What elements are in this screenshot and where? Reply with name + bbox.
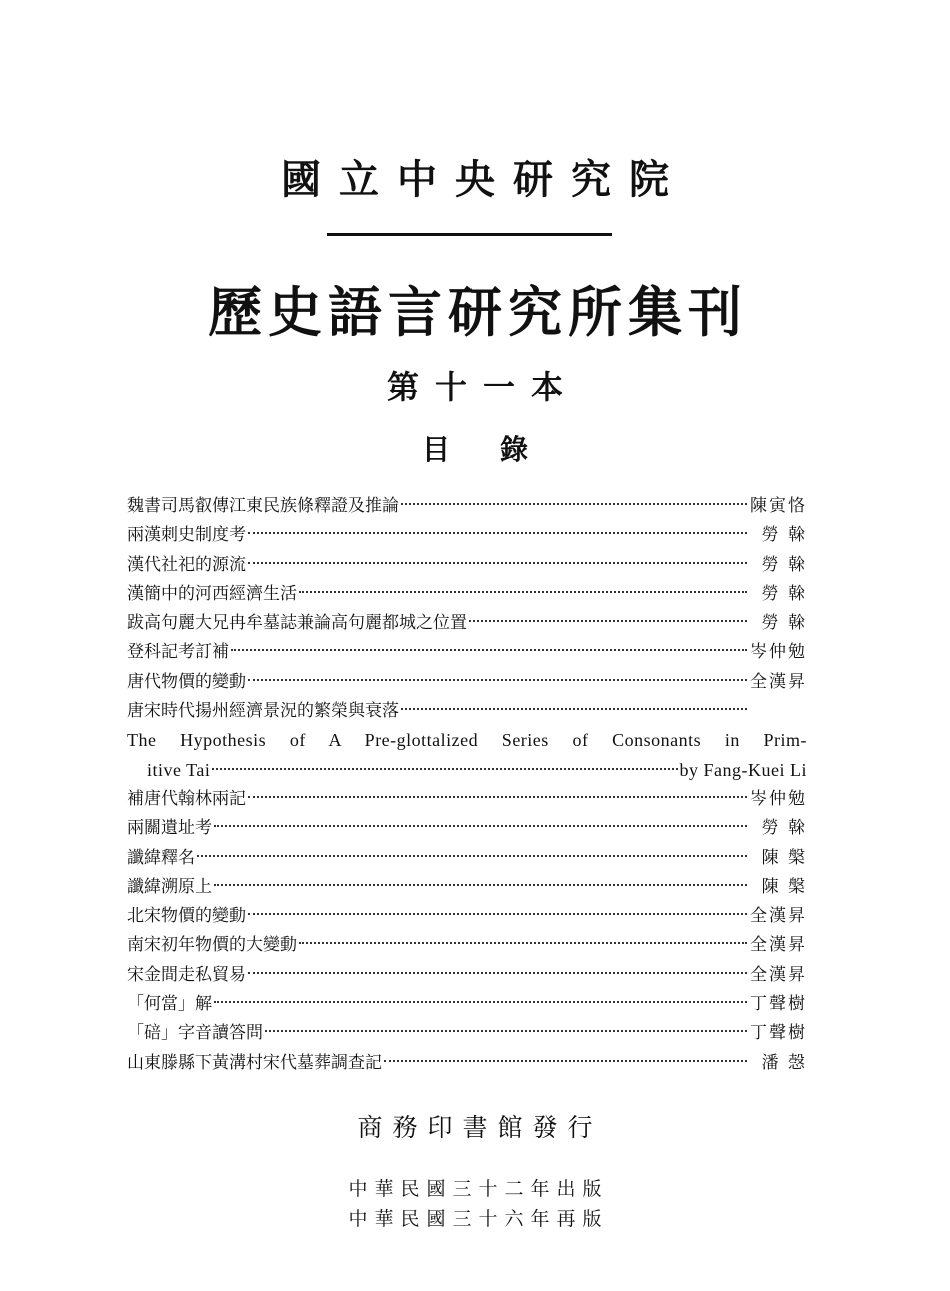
table-of-contents bbox=[127, 492, 807, 1078]
title-divider bbox=[327, 233, 612, 236]
toc-entry-english bbox=[127, 726, 807, 755]
toc-entry-title: 兩漢刺史制度考 bbox=[127, 525, 246, 546]
first-edition-date: 中華民國三十二年出版 bbox=[348, 1178, 609, 1200]
toc-entry-title: 宋金間走私貿易 bbox=[127, 964, 246, 985]
dot-leader bbox=[248, 972, 747, 974]
toc-entry-title: 讖緯溯原上 bbox=[127, 876, 212, 897]
dot-leader bbox=[248, 796, 747, 798]
toc-entry-author: 全漢昇 bbox=[750, 906, 807, 927]
dot-leader bbox=[248, 913, 747, 915]
dot-leader bbox=[248, 532, 747, 534]
toc-entry-author: 潘 愨 bbox=[761, 1052, 807, 1073]
toc-entry-author: 全漢昇 bbox=[750, 964, 807, 985]
dot-leader bbox=[248, 679, 747, 681]
toc-entry bbox=[127, 521, 807, 550]
dot-leader bbox=[248, 562, 747, 564]
toc-entry-author: 丁聲樹 bbox=[750, 994, 807, 1015]
toc-entry bbox=[127, 492, 807, 521]
toc-entry-author: 勞 榦 bbox=[761, 525, 807, 546]
toc-entry bbox=[127, 1019, 807, 1048]
toc-entry-author: 岑仲勉 bbox=[750, 788, 807, 809]
toc-entry bbox=[127, 668, 807, 697]
dot-leader bbox=[401, 503, 747, 505]
dot-leader bbox=[212, 768, 677, 770]
dot-leader bbox=[384, 1060, 747, 1062]
toc-entry-title: 唐宋時代揚州經濟景況的繁榮與衰落 bbox=[127, 701, 399, 722]
toc-entry-title-continuation: itive Tai bbox=[147, 759, 211, 780]
dot-leader bbox=[231, 649, 747, 651]
toc-entry-author: 全漢昇 bbox=[750, 671, 807, 692]
toc-entry bbox=[127, 814, 807, 843]
dot-leader bbox=[214, 1001, 747, 1003]
dot-leader bbox=[265, 1030, 747, 1032]
toc-entry-title: 讖緯釋名 bbox=[127, 847, 195, 868]
toc-entry bbox=[127, 844, 807, 873]
toc-entry-title: 「碚」字音讀答問 bbox=[127, 1023, 263, 1044]
toc-entry-author: 勞 榦 bbox=[761, 583, 807, 604]
toc-entry-title: 魏書司馬叡傳江東民族條釋證及推論 bbox=[127, 496, 399, 516]
dot-leader bbox=[401, 708, 747, 710]
journal-title: 歷史語言研究所集刊 bbox=[208, 280, 748, 344]
toc-entry bbox=[127, 902, 807, 931]
dot-leader bbox=[299, 942, 747, 944]
toc-entry-author: by Fang-Kuei Li bbox=[679, 759, 807, 780]
toc-entry-author: 陳 槃 bbox=[761, 876, 807, 897]
toc-entry bbox=[127, 551, 807, 580]
toc-entry-title: The Hypothesis of A Pre-glottalized Series of Consonants in Prim- bbox=[127, 730, 807, 751]
institution-name: 國立中央研究院 bbox=[281, 156, 687, 203]
volume-number: 第十一本 bbox=[386, 368, 579, 406]
toc-entry-author: 勞 榦 bbox=[761, 554, 807, 575]
toc-entry-author: 陳寅恪 bbox=[750, 496, 807, 516]
toc-entry-title: 登科記考訂補 bbox=[127, 642, 229, 663]
toc-entry-title: 補唐代翰林兩記 bbox=[127, 788, 246, 809]
dot-leader bbox=[469, 620, 747, 622]
toc-entry-author: 勞 榦 bbox=[761, 613, 807, 634]
toc-entry-title: 南宋初年物價的大變動 bbox=[127, 935, 297, 956]
reprint-edition-date: 中華民國三十六年再版 bbox=[348, 1208, 609, 1230]
toc-entry-title: 漢簡中的河西經濟生活 bbox=[127, 583, 297, 604]
toc-heading: 目錄 bbox=[421, 433, 578, 466]
toc-entry-title: 跋高句麗大兄冉牟墓誌兼論高句麗都城之位置 bbox=[127, 613, 467, 634]
dot-leader bbox=[214, 825, 747, 827]
toc-entry bbox=[127, 961, 807, 990]
toc-entry-author: 全漢昇 bbox=[750, 935, 807, 956]
toc-entry bbox=[127, 931, 807, 960]
toc-entry bbox=[127, 638, 807, 667]
toc-entry-author: 丁聲樹 bbox=[750, 1023, 807, 1044]
toc-entry-title: 兩關遺址考 bbox=[127, 818, 212, 839]
dot-leader bbox=[214, 884, 747, 886]
toc-entry bbox=[127, 697, 807, 726]
toc-entry-title: 北宋物價的變動 bbox=[127, 906, 246, 927]
dot-leader bbox=[299, 591, 747, 593]
toc-entry bbox=[127, 990, 807, 1019]
toc-entry bbox=[127, 785, 807, 814]
toc-entry-title: 山東滕縣下黃溝村宋代墓葬調查記 bbox=[127, 1052, 382, 1073]
toc-entry-author: 岑仲勉 bbox=[750, 642, 807, 663]
toc-entry-english-continuation bbox=[127, 756, 807, 785]
toc-entry-title: 唐代物價的變動 bbox=[127, 671, 246, 692]
toc-entry bbox=[127, 1049, 807, 1078]
dot-leader bbox=[197, 855, 747, 857]
toc-entry bbox=[127, 873, 807, 902]
toc-entry-author: 勞 榦 bbox=[761, 818, 807, 839]
toc-entry bbox=[127, 609, 807, 638]
toc-entry-author: 陳 槃 bbox=[761, 847, 807, 868]
toc-entry-title: 漢代社祀的源流 bbox=[127, 554, 246, 575]
publisher: 商務印書館發行 bbox=[357, 1113, 603, 1142]
toc-entry bbox=[127, 580, 807, 609]
toc-entry-title: 「何當」解 bbox=[127, 994, 212, 1015]
